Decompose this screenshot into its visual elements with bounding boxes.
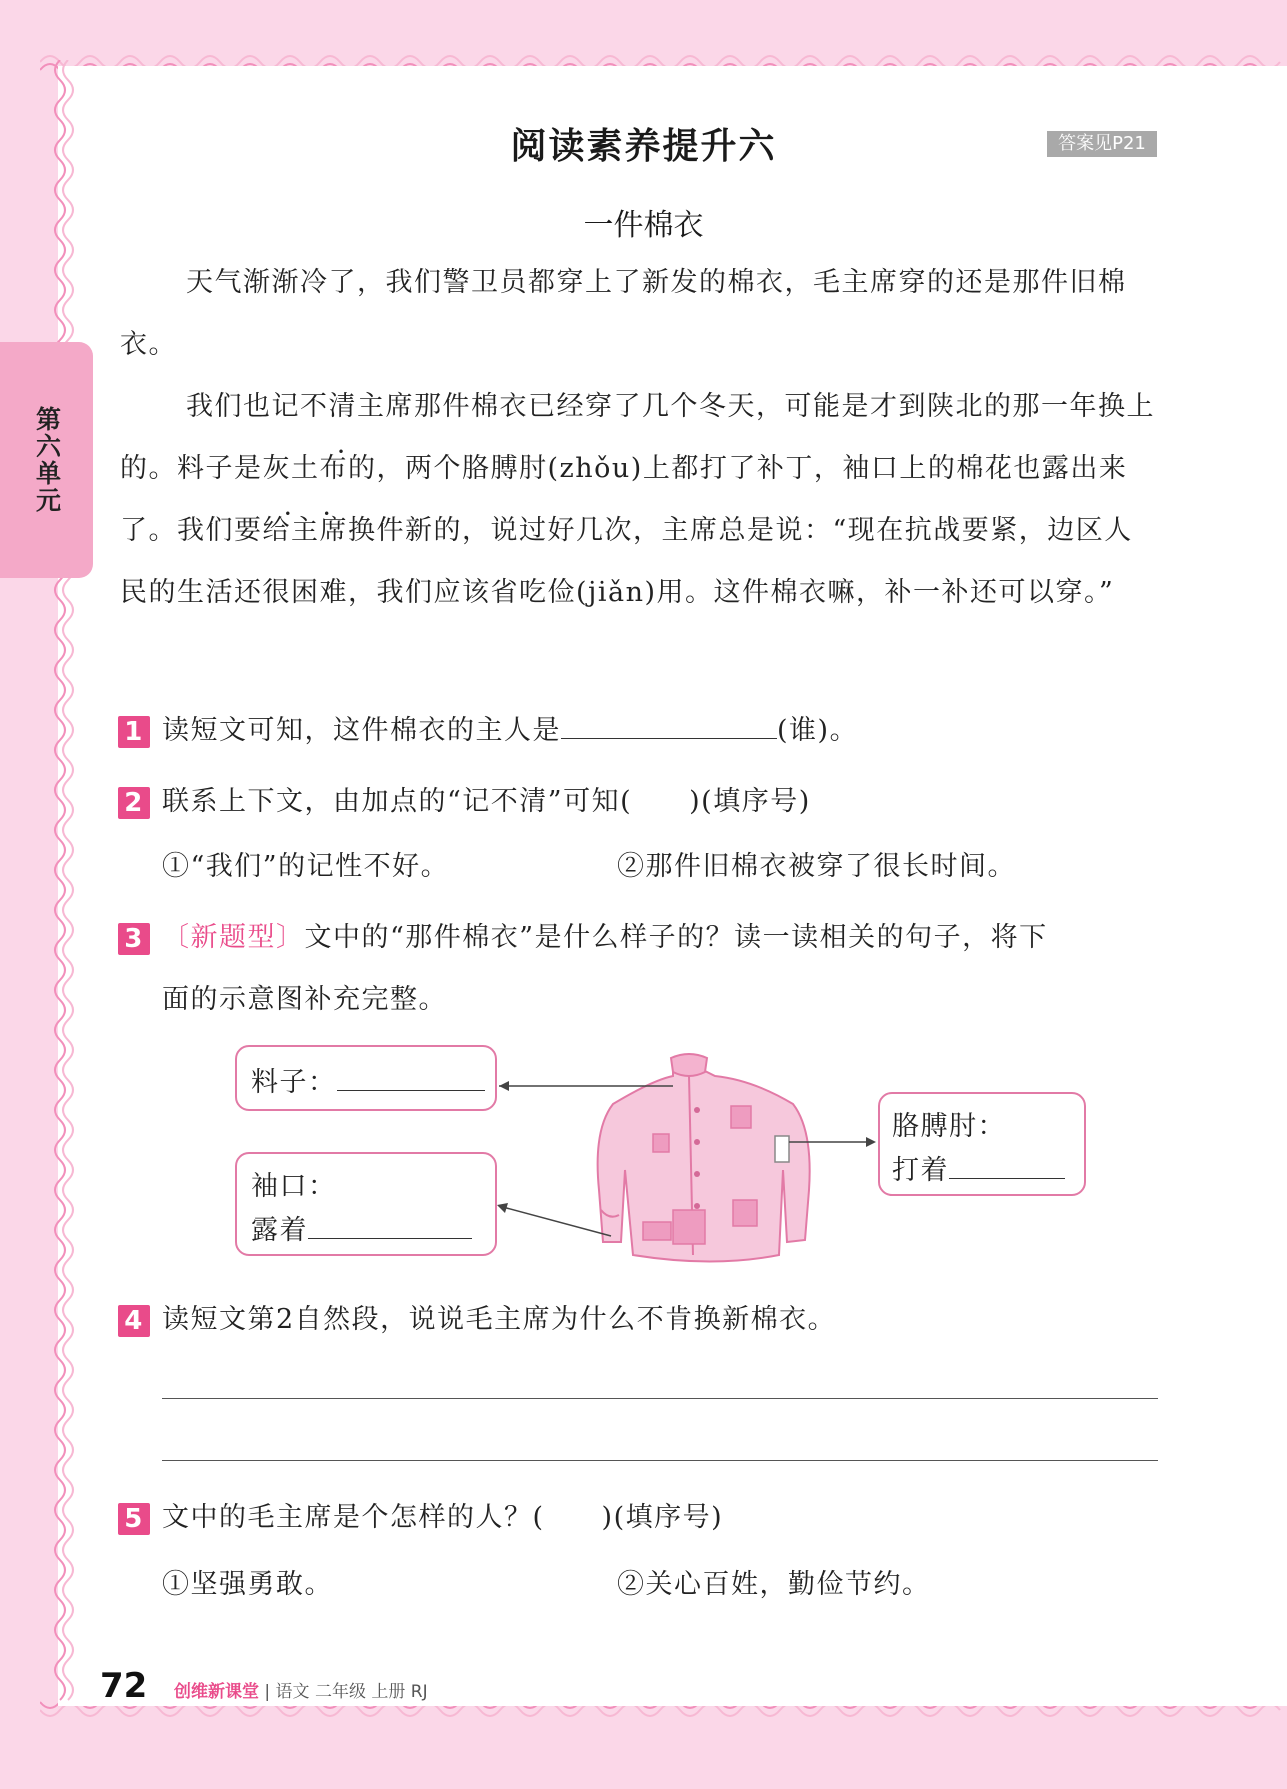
paragraph-2-start: 我们也 (186, 391, 272, 422)
material-label: 料子： (251, 1067, 337, 1098)
question-3-line-1: 文中的“那件棉衣”是什么样子的？读一读相关的句子，将下 (304, 922, 1048, 953)
footer-brand: 创维新课堂 (174, 1682, 259, 1702)
question-number-3: 3 (118, 923, 150, 955)
question-2 (118, 782, 811, 822)
diagram-box-elbow (878, 1092, 1086, 1196)
question-2-text: 联系上下文，由加点的“记不清”可知( )(填序号) (162, 786, 811, 817)
answer-blank-1[interactable] (561, 710, 777, 739)
cotton-jacket-illustration (493, 1050, 881, 1270)
footer-info: 创维新课堂 | 语文 二年级 上册 RJ (174, 1682, 428, 1702)
question-3-line-2: 面的示意图补充完整。 (162, 984, 447, 1015)
question-number-5: 5 (118, 1503, 150, 1535)
diagram-box-cuff (235, 1152, 497, 1256)
cuff-prefix: 露着 (251, 1215, 308, 1246)
elbow-blank[interactable] (949, 1150, 1065, 1179)
elbow-prefix: 打着 (892, 1155, 949, 1186)
cuff-blank[interactable] (308, 1210, 472, 1239)
question-5-text: 文中的毛主席是个怎样的人？( )(填序号) (162, 1502, 724, 1533)
answer-reference-badge: 答案见P21 (1047, 131, 1157, 157)
elbow-label: 胳膊肘： (892, 1111, 1006, 1142)
page-number: 72 (100, 1666, 148, 1706)
question-5-option-1[interactable]: ①坚强勇敢。 (162, 1569, 333, 1600)
unit-tab (0, 342, 93, 578)
question-1-suffix: (谁)。 (777, 715, 859, 746)
page-title: 阅读素养提升六 (510, 126, 777, 167)
question-number-4: 4 (118, 1305, 150, 1337)
question-4-text: 读短文第2自然段，说说毛主席为什么不肯换新棉衣。 (162, 1304, 837, 1335)
diagram-box-material (235, 1045, 497, 1111)
question-3 (118, 918, 1048, 958)
new-question-type-tag: 〔新题型〕 (162, 922, 305, 953)
question-1 (118, 710, 858, 751)
jacket-icon (598, 1054, 810, 1262)
passage-title: 一件棉衣 (583, 208, 704, 243)
question-5-option-2[interactable]: ②关心百姓，勤俭节约。 (617, 1569, 931, 1600)
footer-book-info: 语文 二年级 上册 RJ (275, 1682, 428, 1702)
answer-line-1[interactable] (162, 1398, 1158, 1399)
passage-paragraph-1: 天气渐渐冷了，我们警卫员都穿上了新发的棉衣，毛主席穿的还是那件旧棉衣。 (120, 267, 1127, 360)
question-2-option-1[interactable]: ①“我们”的记性不好。 (162, 851, 450, 882)
material-blank[interactable] (337, 1062, 485, 1091)
unit-tab-label: 第六单元 (32, 406, 62, 514)
cuff-label: 袖口： (251, 1171, 337, 1202)
answer-line-2[interactable] (162, 1460, 1158, 1461)
question-5 (118, 1498, 723, 1538)
question-number-1: 1 (118, 716, 150, 748)
question-2-option-2[interactable]: ②那件旧棉衣被穿了很长时间。 (617, 851, 1016, 882)
question-number-2: 2 (118, 787, 150, 819)
question-4 (118, 1300, 836, 1340)
passage-paragraph-2 (120, 376, 1160, 624)
left-wave-border (36, 60, 76, 1710)
dotted-phrase: 记不清 • • • (272, 391, 358, 422)
paragraph-2-rest: 主席那件棉衣已经穿了几个冬天，可能是才到陕北的那一年换上的。料子是灰土布的，两个胳膊肘(zhǒu)上都打了补丁，袖口上的棉花也露出来了。我们要给主席换件新的，说过好几次，主席总是说：“现在抗战要紧，边区人民的生活还很困难，我们应该省吃俭(jiǎn)用。这件棉衣嘛，补一补还可以穿。” (120, 391, 1155, 608)
question-1-text: 读短文可知，这件棉衣的主人是 (162, 715, 561, 746)
